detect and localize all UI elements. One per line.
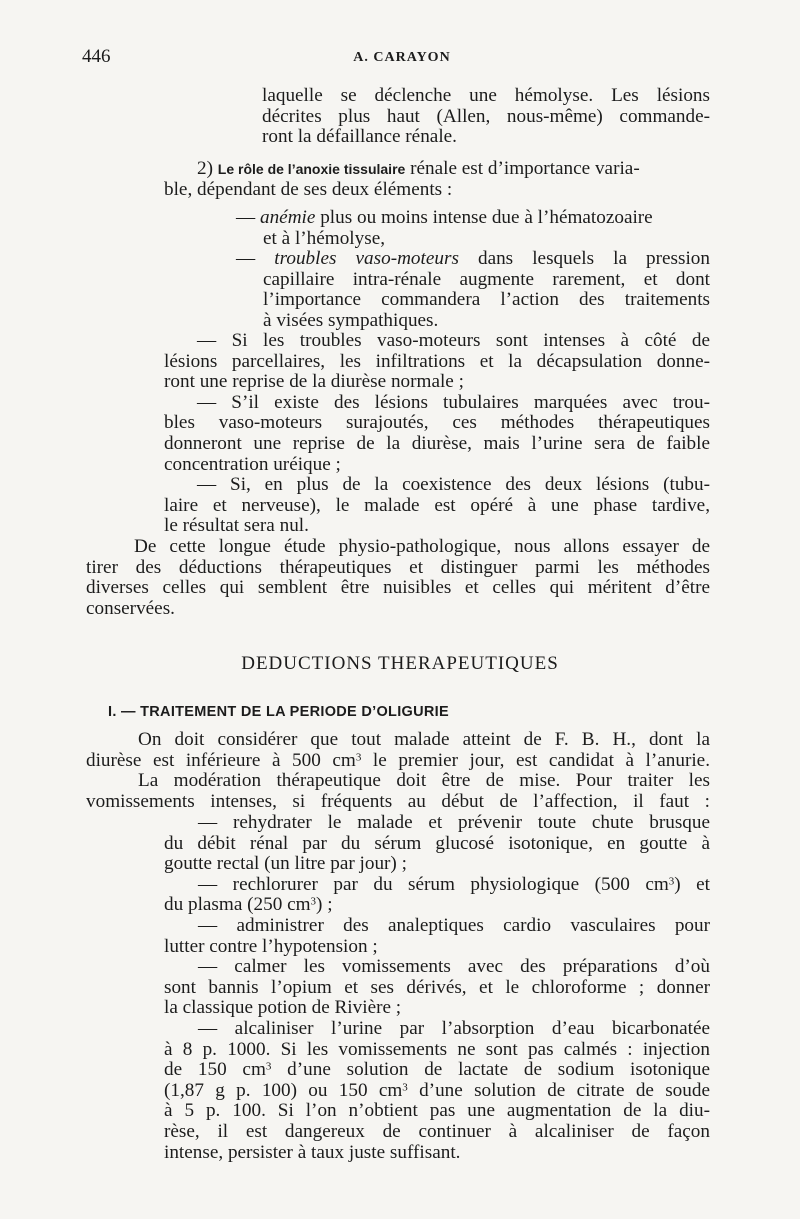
text-line: et à l’hémolyse, xyxy=(263,227,386,249)
text-span: ) ; xyxy=(316,894,333,916)
text-line: la classique potion de Rivière ; xyxy=(164,997,402,1019)
text-line: tirer des déductions thérapeutiques et distinguer parmi les méthodes xyxy=(86,556,710,578)
list-item xyxy=(236,249,710,270)
item-number: 2) xyxy=(197,158,213,179)
text-line: lésions parcellaires, les infiltrations et la décapsulation donne- xyxy=(164,350,710,372)
list-item: — rehydrater le malade et prévenir toute chute brusque xyxy=(198,812,710,833)
text-line: diverses celles qui semblent être nuisibles et celles qui méritent d’être xyxy=(86,577,710,599)
text-span: plus ou moins intense due à l’hématozoaire xyxy=(315,207,653,228)
superscript: 3 xyxy=(668,875,675,888)
list-treatments xyxy=(164,813,710,1163)
text-line: rèse, il est dangereux de continuer à alcaliniser de façon xyxy=(164,1120,710,1142)
text-line: le résultat sera nul. xyxy=(164,515,309,537)
paragraph-anoxie xyxy=(164,159,710,200)
inline-heading: Le rôle de l’anoxie tissulaire xyxy=(217,161,406,177)
paragraph-conclusion xyxy=(86,537,710,619)
text-line: donneront une reprise de la diurèse, mais l’urine sera de faible xyxy=(164,432,710,454)
subheading: I. — TRAITEMENT DE LA PERIODE D’OLIGURIE xyxy=(108,704,449,720)
text-span: rénale est d’importance varia- xyxy=(410,158,640,179)
text-span: (1,87 g p. 100) ou 150 cm xyxy=(164,1079,403,1101)
text-span: — rechlorurer par du sérum physiologique (500 cm xyxy=(198,873,669,895)
text-span: le premier jour, est candidat à l’anurie. xyxy=(361,749,710,771)
text-line: bles vaso-moteurs surajoutés, ces méthodes thérapeutiques xyxy=(164,412,710,434)
text-line: laquelle se déclenche une hémolyse. Les lésions xyxy=(262,85,710,106)
paragraph-hemolysis xyxy=(262,86,710,148)
text-line: laire et nerveuse), le malade est opéré à une phase tardive, xyxy=(164,494,710,516)
text-span: du plasma (250 cm xyxy=(164,894,311,916)
text-line: vomissements intenses, si fréquents au début de l’affection, il faut : xyxy=(86,790,710,812)
text-line: à visées sympathiques. xyxy=(263,309,439,331)
list-item xyxy=(236,208,710,229)
text-line: décrites plus haut (Allen, nous-même) commande- xyxy=(262,105,710,127)
list-anoxie-elements xyxy=(236,208,710,332)
text-line: — S’il existe des lésions tubulaires marquées avec trou- xyxy=(197,391,710,413)
text-span: ) et xyxy=(674,873,710,895)
list-item: — alcaliniser l’urine par l’absorption d’eau bicarbonatée xyxy=(198,1017,710,1039)
text-line: lutter contre l’hypotension ; xyxy=(164,935,378,957)
list-dash: — xyxy=(236,207,260,228)
text-line: concentration uréique ; xyxy=(164,453,341,475)
list-item: — calmer les vomissements avec des préparations d’où xyxy=(198,956,710,978)
text-line xyxy=(86,751,710,772)
text-line: intense, persister à taux juste suffisant. xyxy=(164,1141,461,1163)
running-head: A. CARAYON xyxy=(353,50,451,65)
list-dash: — xyxy=(236,248,275,270)
text-line: ront la défaillance rénale. xyxy=(262,126,457,148)
text-span: dans lesquels la pression xyxy=(458,248,710,270)
text-line: du débit rénal par du sérum glucosé isotonique, en goutte à xyxy=(164,832,710,854)
text-line: ble, dépendant de ses deux éléments : xyxy=(164,178,453,200)
text-line: à 8 p. 1000. Si les vomissements ne sont pas calmés : injection xyxy=(164,1038,710,1060)
text-line: On doit considérer que tout malade atteint de F. B. H., dont la xyxy=(138,729,710,750)
text-line xyxy=(164,1060,710,1081)
text-line xyxy=(164,159,710,180)
list-item: — administrer des analeptiques cardio vasculaires pour xyxy=(198,914,710,936)
text-line xyxy=(164,895,710,916)
text-line: l’importance commandera l’action des traitements xyxy=(263,289,710,311)
text-span: de 150 cm xyxy=(164,1059,266,1081)
list-item xyxy=(164,875,710,896)
page-header xyxy=(82,46,722,70)
text-line: capillaire intra-rénale augmente rarement, et dont xyxy=(263,268,710,290)
text-line: goutte rectal (un litre par jour) ; xyxy=(164,853,407,875)
text-line: De cette longue étude physio-pathologique, nous allons essayer de xyxy=(134,536,710,557)
text-span: diurèse est inférieure à 500 cm xyxy=(86,749,356,771)
paragraph-oliguria-intro xyxy=(86,730,710,812)
text-line xyxy=(164,1081,710,1102)
text-line: à 5 p. 100. Si l’on n’obtient pas une augmentation de la diu- xyxy=(164,1100,710,1122)
text-line: conservées. xyxy=(86,597,175,619)
page-number: 446 xyxy=(82,46,111,67)
text-line: — Si les troubles vaso-moteurs sont intenses à côté de xyxy=(197,330,710,351)
text-span: d’une solution de citrate de soude xyxy=(407,1079,710,1101)
text-line: La modération thérapeutique doit être de mise. Pour traiter les xyxy=(138,770,710,792)
text-line: sont bannis l’opium et ses dérivés, et le chloroforme ; donner xyxy=(164,976,710,998)
italic-term: troubles vaso-moteurs xyxy=(274,248,459,270)
italic-term: anémie xyxy=(259,207,316,228)
superscript: 3 xyxy=(310,895,317,908)
superscript: 3 xyxy=(265,1060,272,1073)
superscript: 3 xyxy=(402,1081,408,1094)
text-line: ront une reprise de la diurèse normale ; xyxy=(164,371,464,393)
section-title: DEDUCTIONS THERAPEUTIQUES xyxy=(241,653,559,674)
text-line: — Si, en plus de la coexistence des deux lésions (tubu- xyxy=(197,474,710,496)
paragraph-cases xyxy=(164,331,710,537)
text-span: d’une solution de lactate de sodium isotonique xyxy=(271,1059,710,1081)
superscript: 3 xyxy=(355,751,362,764)
